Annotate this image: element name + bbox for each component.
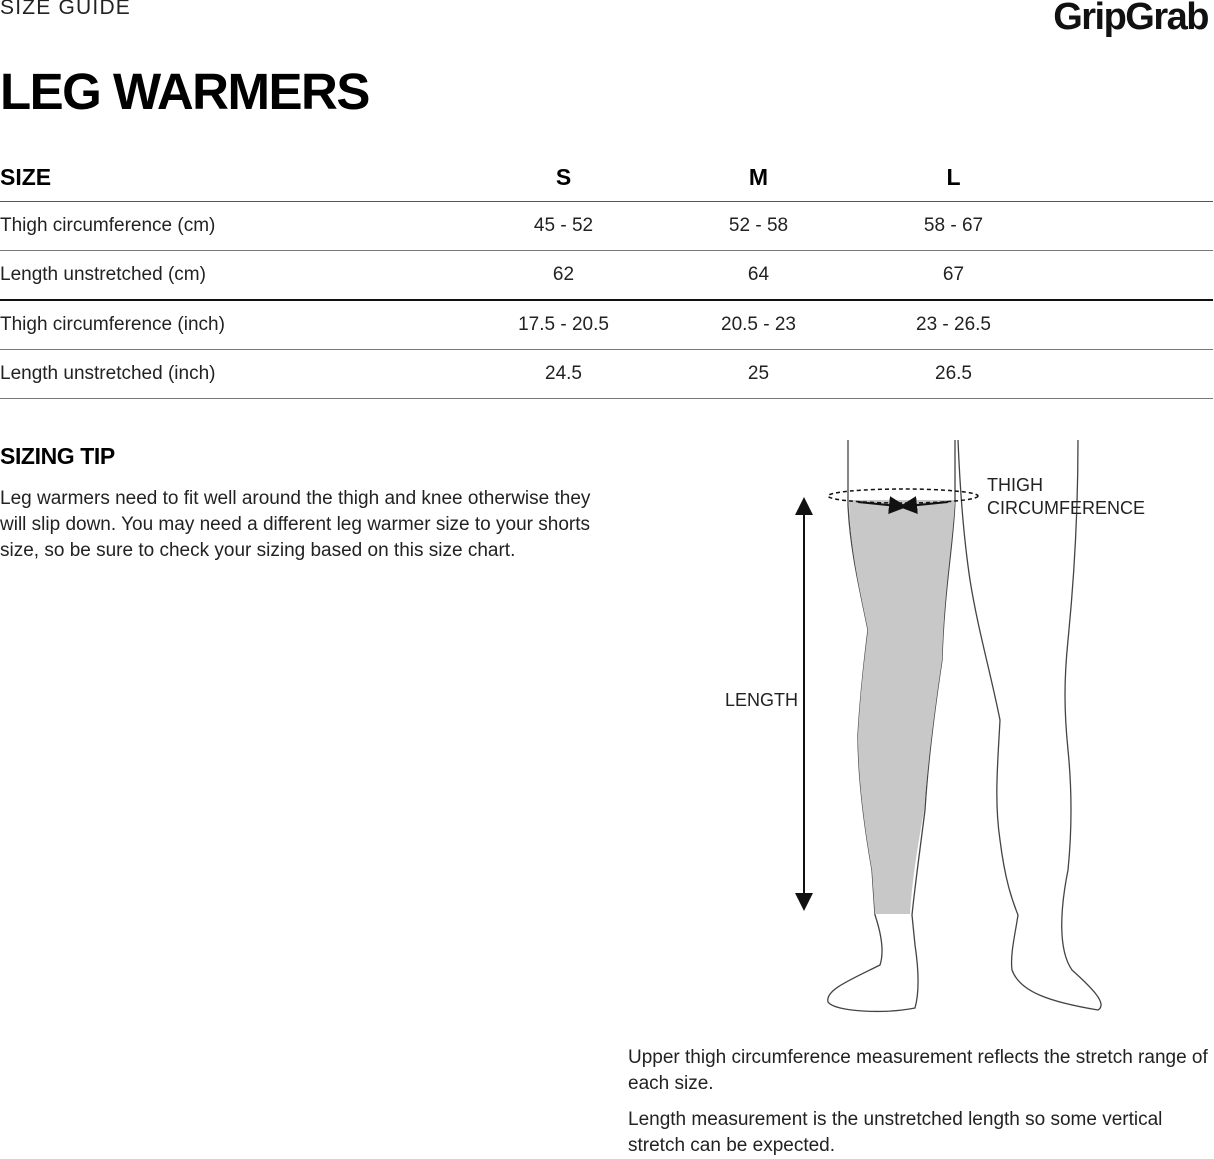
right-leg-outline: [958, 440, 1101, 1010]
cell-s: 45 - 52: [466, 202, 661, 251]
row-label: Thigh circumference (inch): [0, 300, 466, 350]
column-header-spacer: [1051, 154, 1213, 202]
sizing-tip-title: SIZING TIP: [0, 443, 115, 469]
cell-s: 24.5: [466, 350, 661, 399]
cell-s: 62: [466, 251, 661, 301]
table-row: [0, 350, 1213, 399]
cell-spacer: [1051, 300, 1213, 350]
cell-l: 67: [856, 251, 1051, 301]
cell-s: 17.5 - 20.5: [466, 300, 661, 350]
brand-logo: GripGrab: [1053, 0, 1208, 38]
leg-warmer-shape: [849, 500, 955, 914]
leg-illustration: [700, 430, 1160, 1025]
row-label: Length unstretched (inch): [0, 350, 466, 399]
thigh-label-line2: CIRCUMFERENCE: [987, 498, 1146, 518]
row-label: Length unstretched (cm): [0, 251, 466, 301]
sizing-tip-text: Leg warmers need to fit well around the thigh and knee otherwise they will slip down. You may need a different leg warmer size to your shorts size, so be sure to check your sizing based on this size chart.: [0, 488, 591, 561]
thigh-measurement-note: Upper thigh circumference measurement reflects the stretch range of each size.: [628, 1047, 1208, 1094]
column-header-m: M: [661, 154, 856, 202]
cell-m: 64: [661, 251, 856, 301]
cell-spacer: [1051, 202, 1213, 251]
table-row: [0, 300, 1213, 350]
cell-l: 23 - 26.5: [856, 300, 1051, 350]
page-title: LEG WARMERS: [0, 63, 369, 120]
size-table: [0, 154, 1213, 399]
cell-l: 26.5: [856, 350, 1051, 399]
cell-spacer: [1051, 350, 1213, 399]
cell-m: 25: [661, 350, 856, 399]
column-header-l: L: [856, 154, 1051, 202]
table-row: [0, 251, 1213, 301]
thigh-label-line1: THIGH: [987, 475, 1043, 495]
length-measurement-note: Length measurement is the unstretched length so some vertical stretch can be expected.: [628, 1109, 1163, 1156]
row-label: Thigh circumference (cm): [0, 202, 466, 251]
column-header-s: S: [466, 154, 661, 202]
cell-l: 58 - 67: [856, 202, 1051, 251]
table-header-row: [0, 154, 1213, 202]
length-label: LENGTH: [725, 690, 799, 710]
column-header-size: SIZE: [0, 154, 466, 202]
table-row: [0, 202, 1213, 251]
cell-m: 52 - 58: [661, 202, 856, 251]
cell-m: 20.5 - 23: [661, 300, 856, 350]
size-guide-label: SIZE GUIDE: [0, 0, 132, 19]
cell-spacer: [1051, 251, 1213, 301]
